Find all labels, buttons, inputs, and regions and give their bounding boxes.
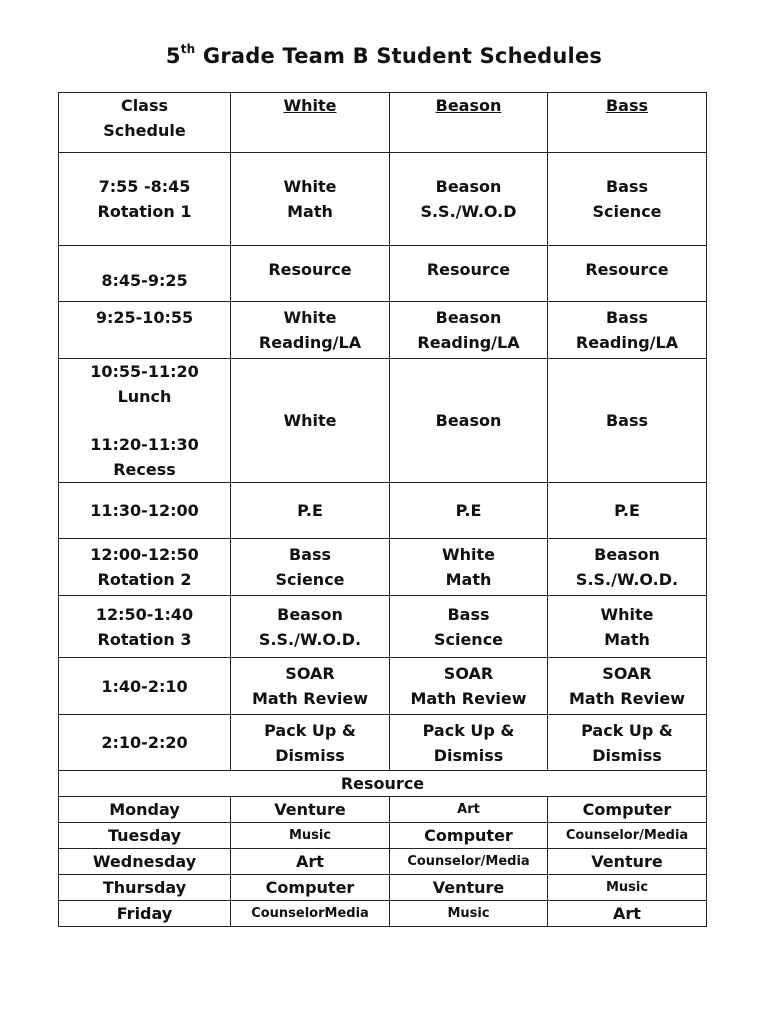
- rotation-cell: Music: [231, 823, 390, 849]
- page-title: [0, 44, 768, 68]
- schedule-cell: Pack Up & Dismiss: [390, 715, 548, 771]
- day-cell: Wednesday: [59, 849, 231, 875]
- time-cell: 11:30-12:00: [59, 483, 231, 539]
- rotation-cell: Venture: [231, 797, 390, 823]
- schedule-cell: Bass Reading/LA: [548, 302, 707, 359]
- resource-row: [59, 849, 707, 875]
- rotation-cell: Music: [390, 901, 548, 927]
- rotation-cell: Art: [548, 901, 707, 927]
- schedule-cell: Resource: [390, 246, 548, 302]
- time-cell: 8:45-9:25: [59, 246, 231, 302]
- resource-row: [59, 823, 707, 849]
- schedule-cell: Resource: [548, 246, 707, 302]
- schedule-cell: White Math: [231, 153, 390, 246]
- schedule-cell: Beason: [390, 359, 548, 483]
- time-cell: 1:40-2:10: [59, 658, 231, 715]
- resource-title: Resource: [59, 771, 707, 797]
- schedule-cell: SOAR Math Review: [231, 658, 390, 715]
- table-row: [59, 483, 707, 539]
- rotation-cell: Venture: [548, 849, 707, 875]
- schedule-cell: P.E: [231, 483, 390, 539]
- schedule-cell: Pack Up & Dismiss: [548, 715, 707, 771]
- title-text: Grade Team B Student Schedules: [202, 44, 603, 68]
- resource-row: [59, 797, 707, 823]
- schedule-cell: Bass: [548, 359, 707, 483]
- title-ordinal-suffix: th: [180, 42, 196, 56]
- schedule-cell: White Math: [548, 596, 707, 658]
- day-cell: Friday: [59, 901, 231, 927]
- rotation-cell: Venture: [390, 875, 548, 901]
- title-ordinal-number: 5: [165, 44, 181, 68]
- schedule-cell: Resource: [231, 246, 390, 302]
- resource-row: [59, 875, 707, 901]
- teacher-header-beason: Beason: [390, 93, 548, 153]
- time-cell: 2:10-2:20: [59, 715, 231, 771]
- table-row: [59, 246, 707, 302]
- time-cell: 9:25-10:55: [59, 302, 231, 359]
- header-row: [59, 93, 707, 153]
- table-row: [59, 359, 707, 483]
- time-cell: 10:55-11:20 Lunch 11:20-11:30 Recess: [59, 359, 231, 483]
- schedule-cell: Pack Up & Dismiss: [231, 715, 390, 771]
- rotation-cell: Counselor/Media: [390, 849, 548, 875]
- table-row: [59, 715, 707, 771]
- rotation-cell: Art: [231, 849, 390, 875]
- resource-row: [59, 901, 707, 927]
- schedule-cell: Bass Science: [548, 153, 707, 246]
- time-cell: 12:50-1:40 Rotation 3: [59, 596, 231, 658]
- schedule-cell: Beason Reading/LA: [390, 302, 548, 359]
- schedule-cell: White Math: [390, 539, 548, 596]
- time-cell: 12:00-12:50 Rotation 2: [59, 539, 231, 596]
- teacher-header-bass: Bass: [548, 93, 707, 153]
- rotation-cell: CounselorMedia: [231, 901, 390, 927]
- schedule-cell: P.E: [548, 483, 707, 539]
- table-row: [59, 539, 707, 596]
- schedule-cell: White: [231, 359, 390, 483]
- day-cell: Thursday: [59, 875, 231, 901]
- day-cell: Tuesday: [59, 823, 231, 849]
- table-row: [59, 302, 707, 359]
- table-row: [59, 153, 707, 246]
- schedule-cell: Bass Science: [390, 596, 548, 658]
- schedule-cell: Beason S.S./W.O.D: [390, 153, 548, 246]
- schedule-cell: SOAR Math Review: [548, 658, 707, 715]
- time-cell: 7:55 -8:45 Rotation 1: [59, 153, 231, 246]
- table-row: [59, 658, 707, 715]
- rotation-cell: Counselor/Media: [548, 823, 707, 849]
- resource-title-row: [59, 771, 707, 797]
- day-cell: Monday: [59, 797, 231, 823]
- rotation-cell: Computer: [390, 823, 548, 849]
- schedule-cell: Beason S.S./W.O.D.: [548, 539, 707, 596]
- table-row: [59, 596, 707, 658]
- schedule-table: [58, 92, 707, 927]
- rotation-cell: Art: [390, 797, 548, 823]
- schedule-cell: SOAR Math Review: [390, 658, 548, 715]
- schedule-cell: White Reading/LA: [231, 302, 390, 359]
- schedule-cell: Bass Science: [231, 539, 390, 596]
- class-schedule-label: Class Schedule: [59, 93, 231, 153]
- schedule-cell: Beason S.S./W.O.D.: [231, 596, 390, 658]
- rotation-cell: Computer: [231, 875, 390, 901]
- rotation-cell: Computer: [548, 797, 707, 823]
- rotation-cell: Music: [548, 875, 707, 901]
- schedule-cell: P.E: [390, 483, 548, 539]
- teacher-header-white: White: [231, 93, 390, 153]
